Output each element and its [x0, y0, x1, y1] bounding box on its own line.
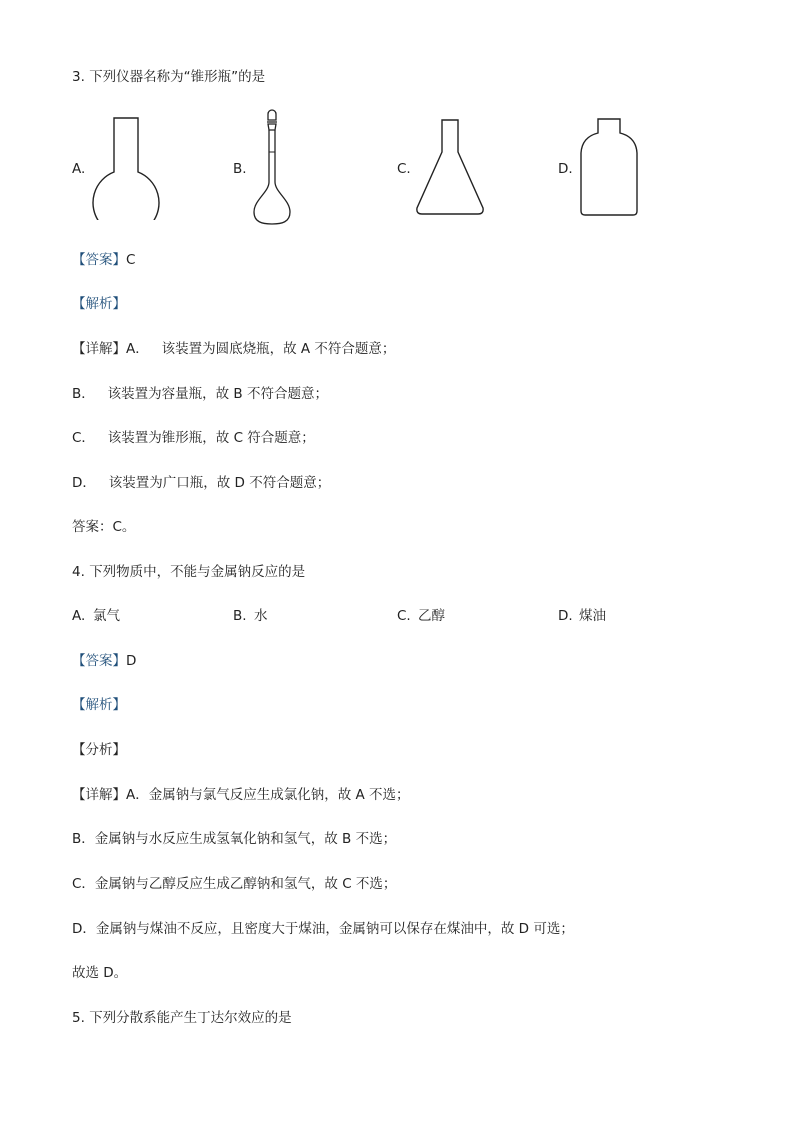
q4-option-c-text: 乙醇	[418, 608, 445, 624]
q5-number: 5.	[72, 1010, 85, 1026]
q4-option-d-text: 煤油	[579, 608, 606, 624]
q3-stem	[72, 68, 265, 86]
q5-stem	[72, 1009, 292, 1027]
q3-detail-line-d: D． 该装置为广口瓶，故 D 不符合题意；	[72, 475, 331, 491]
q4-option-d-label: D.	[558, 608, 573, 624]
q4-option-b-text: 水	[254, 608, 268, 624]
q4-detail-b: B．金属钠与水反应生成氢氧化钠和氢气，故 B 不选；	[72, 831, 397, 847]
q3-option-c-label: C.	[397, 161, 411, 177]
q3-answer	[72, 251, 135, 269]
q4-answer-value: D	[126, 653, 137, 669]
q4-detail-a	[72, 786, 410, 804]
q3-option-a-label: A.	[72, 161, 86, 177]
q3-detail-d	[72, 474, 330, 492]
q3-detail-line-a: A． 该装置为圆底烧瓶，故 A 不符合题意；	[126, 341, 396, 357]
q4-analysis	[72, 696, 126, 714]
q3-detail-line-c: C． 该装置为锥形瓶，故 C 符合题意；	[72, 430, 315, 446]
q4-stem-text: 下列物质中，不能与金属钠反应的是	[89, 564, 306, 580]
q5-stem-text: 下列分散系能产生丁达尔效应的是	[89, 1010, 292, 1026]
q3-stem-text: 下列仪器名称为“锥形瓶”的是	[89, 69, 266, 85]
q3-detail-line-b: B． 该装置为容量瓶，故 B 不符合题意；	[72, 386, 328, 402]
q4-option-b-label: B.	[233, 608, 247, 624]
q3-conclusion: 答案：C。	[72, 519, 136, 535]
q3-detail-b	[72, 385, 328, 403]
volumetric-flask-icon	[250, 108, 294, 226]
q3-analysis-tag: 【解析】	[72, 296, 126, 312]
q3-option-d-label: D.	[558, 161, 573, 177]
q4-option-a-text: 氯气	[93, 608, 120, 624]
q3-answer-value: C	[126, 252, 136, 268]
q3-analysis	[72, 295, 126, 313]
q4-option-a-label: A.	[72, 608, 86, 624]
q3-option-b-label: B.	[233, 161, 247, 177]
round-bottom-flask-icon	[92, 116, 164, 220]
q4-detail-d: D．金属钠与煤油不反应，且密度大于煤油，金属钠可以保存在煤油中，故 D 可选；	[72, 921, 574, 937]
q4-detail-tag: 【详解】	[72, 787, 126, 803]
q4-conclusion: 故选 D。	[72, 965, 128, 981]
q4-detail-line-a: A．金属钠与氯气反应生成氯化钠，故 A 不选；	[126, 787, 410, 803]
q4-stem	[72, 563, 305, 581]
q4-detail-c: C．金属钠与乙醇反应生成乙醇钠和氢气，故 C 不选；	[72, 876, 397, 892]
q3-answer-tag: 【答案】	[72, 252, 126, 268]
q3-detail-c	[72, 429, 315, 447]
q3-detail-tag: 【详解】	[72, 341, 126, 357]
q4-analysis-tag: 【解析】	[72, 697, 126, 713]
q4-option-c-label: C.	[397, 608, 411, 624]
wide-mouth-bottle-icon	[578, 117, 640, 217]
q4-fenxi: 【分析】	[72, 742, 126, 758]
q4-number: 4.	[72, 564, 85, 580]
erlenmeyer-flask-icon	[414, 118, 486, 216]
q4-answer	[72, 652, 136, 670]
q4-answer-tag: 【答案】	[72, 653, 126, 669]
q3-number: 3.	[72, 69, 85, 85]
q3-detail-a	[72, 340, 395, 358]
